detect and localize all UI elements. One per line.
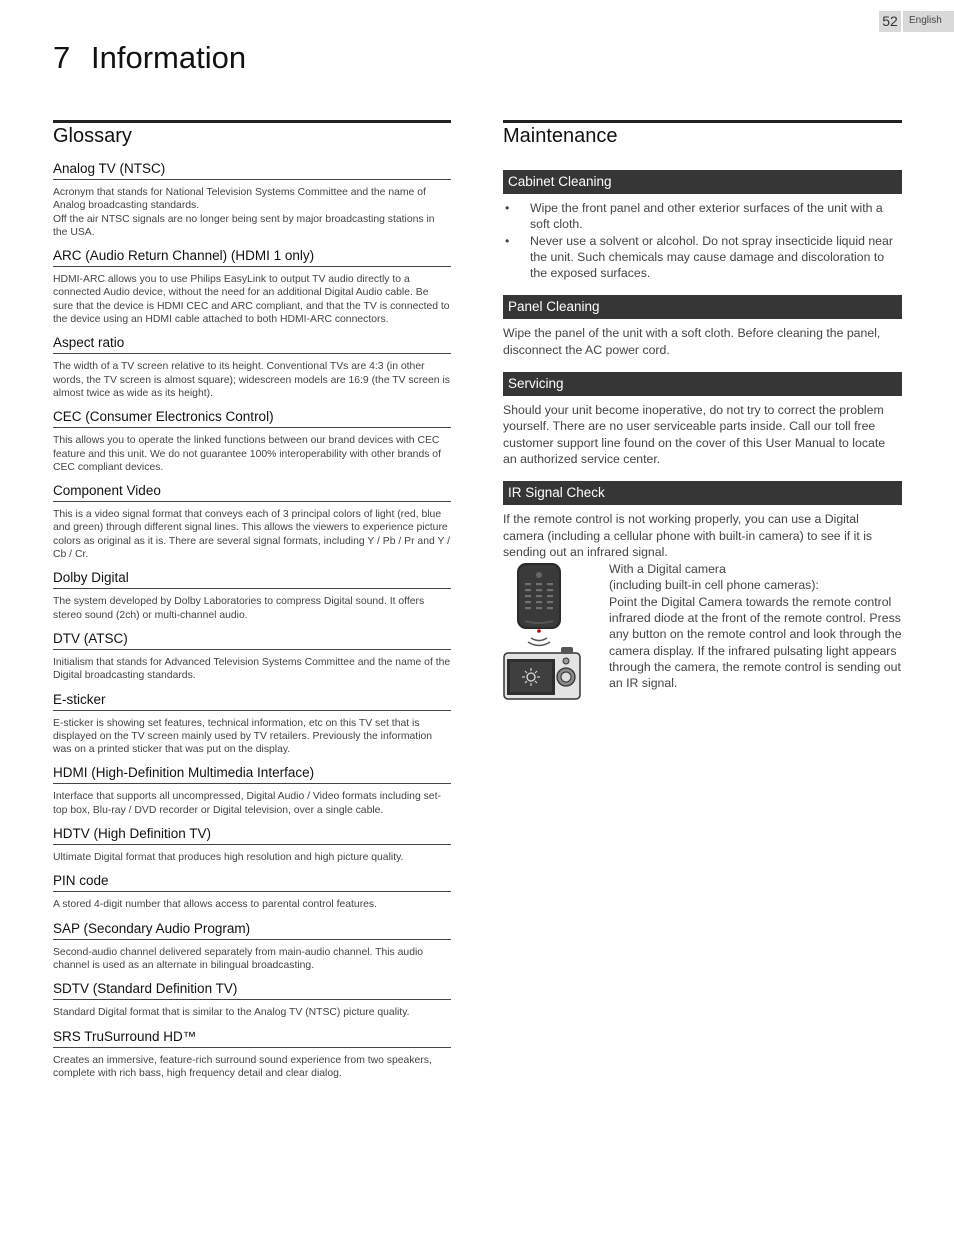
definition-paragraph: This is a video signal format that conveys each of 3 principal colors of light (red, blue and green) through different signal lines. This allows the viewers to experience picture colors as original as it is. There are several signal formats, including Y / Pb / Pr and Y / Cb / Cr. xyxy=(53,509,450,561)
ir-instructions-text: Point the Digital Camera towards the remote control infrared diode at the front of the remote control. Press any button on the remote control and look through the camera display. If the infrared pulsating light appears through the camera, the remote control is sending out an IR signal. xyxy=(609,594,902,691)
definition-paragraph: The system developed by Dolby Laboratories to compress Digital sound. It offers stereo sound (2ch) or multi-channel audio. xyxy=(53,596,425,621)
ir-camera-note: (including built-in cell phone cameras): xyxy=(609,578,819,593)
glossary-definition xyxy=(53,595,451,622)
language-label: English xyxy=(903,11,954,32)
cabinet-cleaning-list xyxy=(503,200,902,281)
glossary-definition xyxy=(53,946,451,973)
glossary-title: Glossary xyxy=(53,120,451,155)
definition-paragraph: Ultimate Digital format that produces high resolution and high picture quality. xyxy=(53,852,404,864)
glossary-term: SDTV (Standard Definition TV) xyxy=(53,981,451,1000)
glossary-definition xyxy=(53,273,451,326)
glossary-term: E-sticker xyxy=(53,692,451,711)
definition-paragraph: Off the air NTSC signals are no longer being sent by major broadcasting stations in the USA. xyxy=(53,213,435,238)
glossary-term: SAP (Secondary Audio Program) xyxy=(53,921,451,940)
glossary-definition xyxy=(53,434,451,474)
remote-camera-illustration xyxy=(503,561,609,706)
glossary-term: DTV (ATSC) xyxy=(53,631,451,650)
list-item-text: Wipe the front panel and other exterior surfaces of the unit with a soft cloth. xyxy=(530,201,883,232)
glossary-term: ARC (Audio Return Channel) (HDMI 1 only) xyxy=(53,248,451,267)
glossary-definition xyxy=(53,898,451,911)
glossary-definition xyxy=(53,1054,451,1081)
bullet-marker: • xyxy=(505,201,510,215)
ir-signal-waves xyxy=(528,629,550,645)
list-item xyxy=(503,200,902,233)
glossary-term: HDMI (High-Definition Multimedia Interface) xyxy=(53,765,451,784)
servicing-heading: Servicing xyxy=(503,372,902,396)
definition-paragraph: This allows you to operate the linked functions between our brand devices with CEC feature and this unit. We do not guarantee 100% interoperability with other brands of CEC compliant devices. xyxy=(53,435,441,473)
panel-cleaning-heading: Panel Cleaning xyxy=(503,295,902,319)
cabinet-cleaning-heading: Cabinet Cleaning xyxy=(503,170,902,194)
definition-paragraph: Creates an immersive, feature-rich surround sound experience from two speakers, complete with rich bass, high frequency detail and clear dialog. xyxy=(53,1054,432,1079)
definition-paragraph: HDMI-ARC allows you to use Philips EasyLink to output TV audio directly to a connected Audio device, without the need for an additional Digital Audio cable. Be sure that the device is HDMI CEC and ARC compliant, and that the TV is connected to the device using an HDMI cable attached to both HDMI-ARC connectors. xyxy=(53,274,450,326)
definition-paragraph: Standard Digital format that is similar to the Analog TV (NTSC) picture quality. xyxy=(53,1007,410,1019)
glossary-definition xyxy=(53,790,451,817)
chapter-heading xyxy=(53,40,246,76)
glossary-term: Component Video xyxy=(53,483,451,502)
ir-instructions xyxy=(609,561,902,706)
definition-paragraph: Second-audio channel delivered separately from main-audio channel. This audio channel is used as an alternate in bilingual broadcasting. xyxy=(53,946,424,971)
definition-paragraph: Initialism that stands for Advanced Television Systems Committee and the name of the Digital broadcasting standards. xyxy=(53,656,451,682)
glossary-definition xyxy=(53,851,451,864)
glossary-definition xyxy=(53,508,451,561)
digital-camera-icon xyxy=(504,647,580,699)
definition-paragraph: Interface that supports all uncompressed, Digital Audio / Video formats including set-top box, Blu-ray / DVD recorder or Digital television, over a single cable. xyxy=(53,791,441,816)
chapter-title: Information xyxy=(91,40,247,75)
ir-check-row xyxy=(503,561,902,706)
glossary-definition xyxy=(53,360,451,400)
servicing-text: Should your unit become inoperative, do not try to correct the problem yourself. There are no user serviceable parts inside. Call our toll free customer support line found on the cover of this User Manual to locate an authorized service center. xyxy=(503,403,886,466)
glossary-term: CEC (Consumer Electronics Control) xyxy=(53,409,451,428)
glossary-section xyxy=(53,120,451,1089)
ir-intro-text: If the remote control is not working properly, you can use a Digital camera (including a cellular phone with built-in camera) to see if it is sending out an infrared signal. xyxy=(503,512,873,559)
glossary-term: PIN code xyxy=(53,873,451,892)
glossary-definition xyxy=(53,186,451,239)
remote-control-icon xyxy=(517,563,561,629)
ir-camera-line: With a Digital camera xyxy=(609,562,726,577)
definition-paragraph: The width of a TV screen relative to its height. Conventional TVs are 4:3 (in other words, the TV screen is almost square); widescreen models are 16:9 (the TV screen is almost twice as wide as its height). xyxy=(53,361,450,399)
list-item-text: Never use a solvent or alcohol. Do not spray insecticide liquid near the unit. Such chemicals may cause damage and discoloration to the exposed surfaces. xyxy=(530,233,893,281)
definition-paragraph: E-sticker is showing set features, technical information, etc on this TV set that is displayed on the TV screen mainly used by TV retailers. Previously the information was on a printed sticker that was put on the display. xyxy=(53,717,433,756)
bullet-marker: • xyxy=(505,233,510,248)
glossary-definition xyxy=(53,717,451,757)
glossary-definition xyxy=(53,656,451,683)
panel-cleaning-text: Wipe the panel of the unit with a soft cloth. Before cleaning the panel, disconnect the AC power cord. xyxy=(503,326,881,357)
glossary-list xyxy=(53,161,451,1080)
maintenance-title: Maintenance xyxy=(503,120,902,155)
glossary-term: Aspect ratio xyxy=(53,335,451,354)
definition-paragraph: A stored 4-digit number that allows access to parental control features. xyxy=(53,899,378,911)
maintenance-section xyxy=(503,120,902,706)
glossary-term: Dolby Digital xyxy=(53,570,451,589)
glossary-term: HDTV (High Definition TV) xyxy=(53,826,451,845)
glossary-term: Analog TV (NTSC) xyxy=(53,161,451,180)
remote-camera-icon xyxy=(503,561,595,701)
glossary-definition xyxy=(53,1006,451,1019)
glossary-term: SRS TruSurround HD™ xyxy=(53,1029,451,1048)
list-item xyxy=(503,233,902,282)
chapter-number: 7 xyxy=(53,40,71,75)
definition-paragraph: Acronym that stands for National Television Systems Committee and the name of Analog broadcasting standards. xyxy=(53,187,426,212)
ir-signal-check-heading: IR Signal Check xyxy=(503,481,902,505)
page-number: 52 xyxy=(879,11,901,32)
